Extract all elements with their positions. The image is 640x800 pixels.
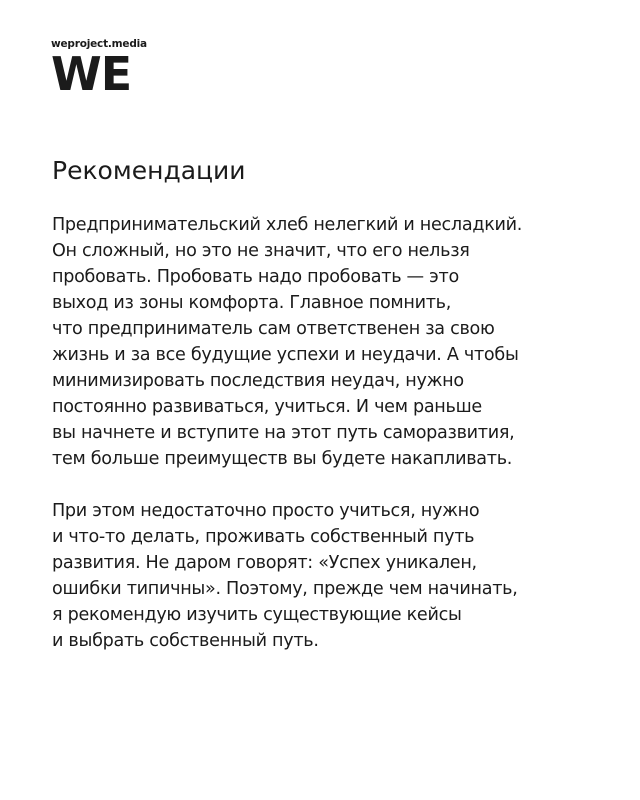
text-line: При этом недостаточно просто учиться, нужно [52, 501, 480, 521]
text-line: вы начнете и вступите на этот путь саморазвития, [52, 423, 515, 443]
paragraph-2 [52, 498, 612, 654]
text-line: Он сложный, но это не значит, что его нельзя [52, 241, 470, 261]
brand-logo [51, 38, 147, 101]
brand-logo-mark: WE [51, 47, 132, 101]
text-line: Предпринимательский хлеб нелегкий и несладкий. [52, 215, 523, 235]
paragraph-1 [52, 212, 612, 472]
article-body [52, 212, 612, 680]
text-line: пробовать. Пробовать надо пробовать — это [52, 267, 459, 287]
text-line: выход из зоны комфорта. Главное помнить, [52, 293, 452, 313]
text-line: я рекомендую изучить существующие кейсы [52, 605, 462, 625]
text-line: минимизировать последствия неудач, нужно [52, 371, 464, 391]
brand-site-name: weproject.media [51, 38, 147, 50]
text-line: жизнь и за все будущие успехи и неудачи. А чтобы [52, 345, 519, 365]
text-line: развития. Не даром говорят: «Успех уникален, [52, 553, 477, 573]
page-title: Рекомендации [52, 156, 246, 185]
text-line: постоянно развиваться, учиться. И чем раньше [52, 397, 482, 417]
text-line: тем больше преимуществ вы будете накапливать. [52, 449, 513, 469]
text-line: ошибки типичны». Поэтому, прежде чем начинать, [52, 579, 518, 599]
text-line: и выбрать собственный путь. [52, 631, 319, 651]
text-line: что предприниматель сам ответственен за свою [52, 319, 495, 339]
text-line: и что-то делать, проживать собственный путь [52, 527, 475, 547]
